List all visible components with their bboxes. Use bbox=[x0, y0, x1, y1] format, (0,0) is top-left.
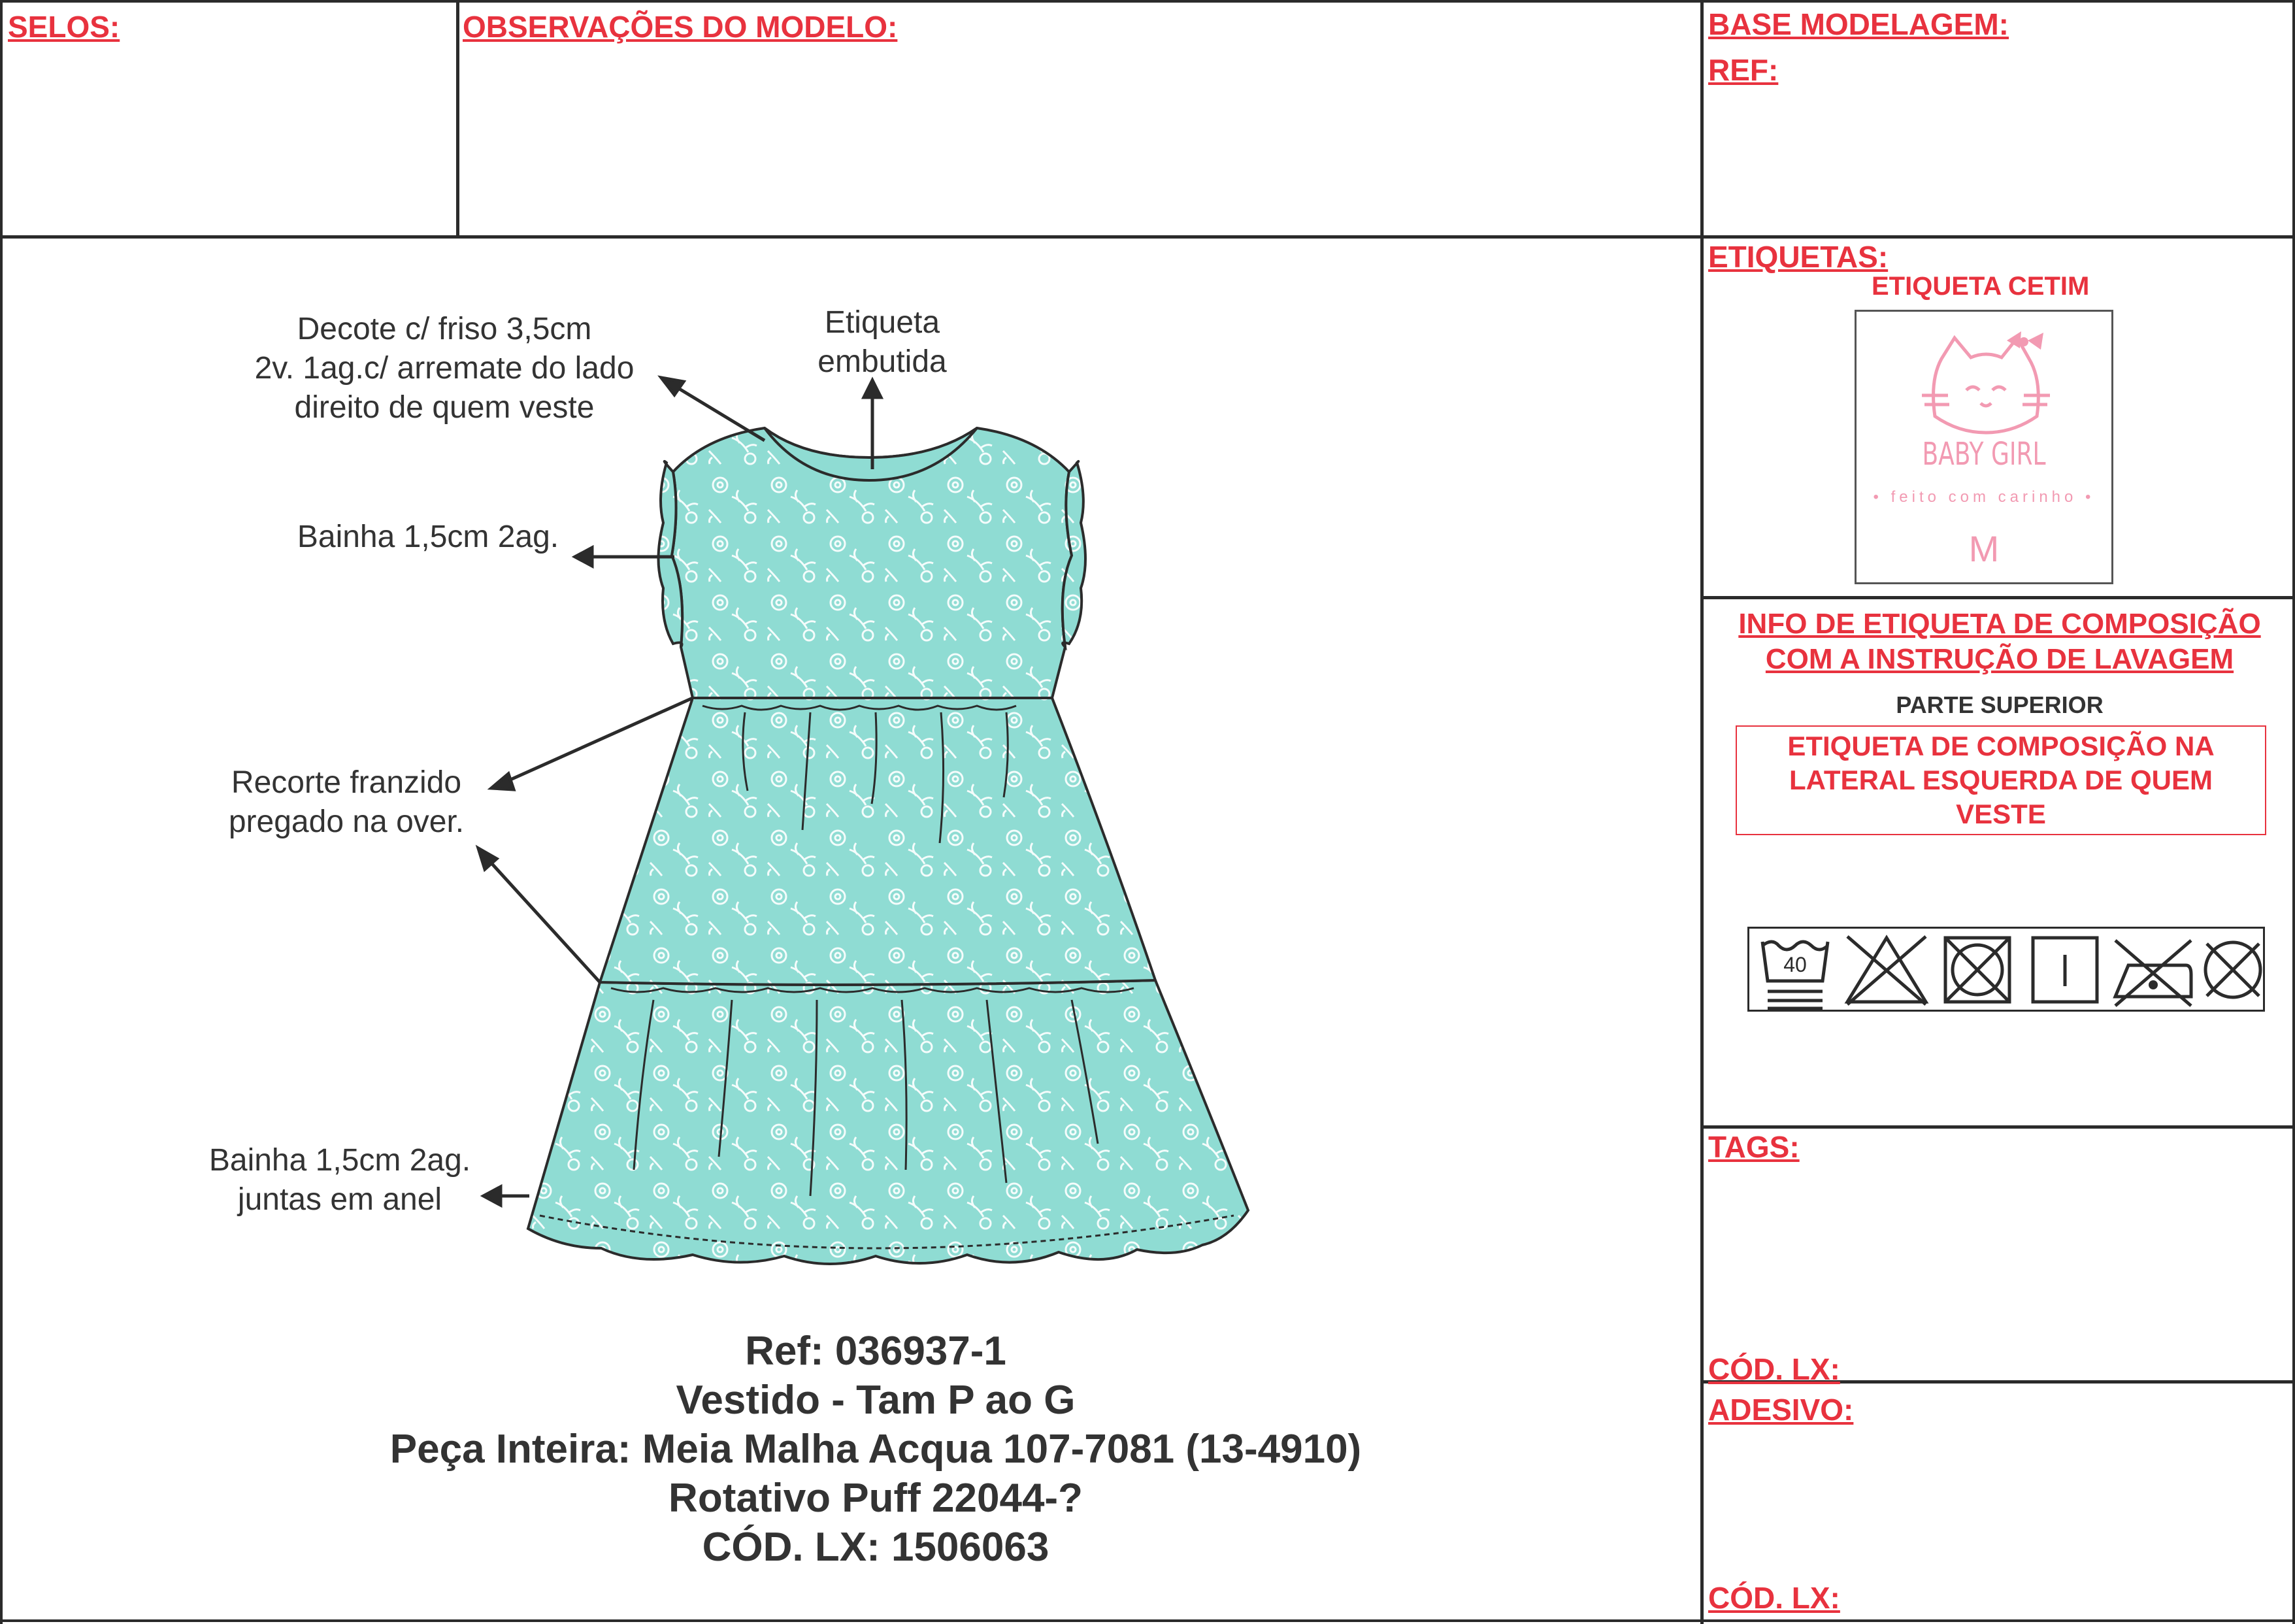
composicao-box-line1: ETIQUETA DE COMPOSIÇÃO NA bbox=[1787, 731, 2215, 761]
composicao-title-line1: INFO DE ETIQUETA DE COMPOSIÇÃO bbox=[1738, 608, 2261, 640]
etiqueta-line2: embutida bbox=[817, 344, 947, 379]
etiquetas-divider bbox=[1702, 596, 2295, 599]
composicao-box bbox=[1736, 725, 2266, 835]
label-size-text: M bbox=[1968, 528, 2000, 569]
product-cod: CÓD. LX: 1506063 bbox=[702, 1525, 1049, 1570]
dress-skirt-lower-tier bbox=[528, 980, 1248, 1264]
recorte-line1: Recorte franzido bbox=[231, 765, 462, 800]
iron-low-icon bbox=[2115, 940, 2191, 1006]
bainha-manga-annotation: Bainha 1,5cm 2ag. bbox=[297, 520, 559, 554]
care-symbols-strip bbox=[1747, 927, 2265, 1012]
product-print: Rotativo Puff 22044-? bbox=[669, 1476, 1083, 1521]
wash-temp-text: 40 bbox=[1783, 953, 1807, 976]
border-bottom bbox=[0, 1619, 2295, 1622]
composicao-title-line2: COM A INSTRUÇÃO DE LAVAGEM bbox=[1765, 643, 2234, 675]
observacoes-heading: OBSERVAÇÕES DO MODELO: bbox=[463, 10, 898, 44]
decote-line3: direito de quem veste bbox=[294, 390, 595, 425]
etiqueta-annotation bbox=[784, 303, 980, 382]
etiqueta-cetim-label: ETIQUETA CETIM bbox=[1872, 272, 2090, 301]
satin-label-card bbox=[1855, 310, 2113, 584]
recorte-line2: pregado na over. bbox=[228, 804, 465, 839]
composicao-box-line2: LATERAL ESQUERDA DE QUEM bbox=[1789, 765, 2213, 795]
no-bleach-icon bbox=[1847, 936, 1926, 1004]
base-modelagem-heading: BASE MODELAGEM: bbox=[1708, 7, 2009, 41]
product-name: Vestido - Tam P ao G bbox=[676, 1378, 1076, 1423]
label-brand-text: BABY GIRL bbox=[1922, 436, 2046, 472]
kitten-logo-icon bbox=[1857, 318, 2115, 449]
decote-line1: Decote c/ friso 3,5cm bbox=[297, 312, 592, 346]
etiqueta-line1: Etiqueta bbox=[824, 305, 940, 340]
no-dry-clean-icon bbox=[2205, 942, 2260, 997]
tags-heading: TAGS: bbox=[1708, 1130, 1800, 1164]
decote-line2: 2v. 1ag.c/ arremate do lado bbox=[254, 351, 635, 386]
parte-superior-label: PARTE SUPERIOR bbox=[1896, 691, 2104, 718]
etiquetas-heading: ETIQUETAS: bbox=[1708, 240, 1889, 274]
product-ref: Ref: 036937-1 bbox=[745, 1329, 1006, 1374]
adesivo-cod-lx: CÓD. LX: bbox=[1708, 1581, 1840, 1615]
product-fabric: Peça Inteira: Meia Malha Acqua 107-7081 (13-4910) bbox=[389, 1427, 1362, 1472]
recorte-annotation bbox=[196, 763, 497, 842]
line-dry-icon bbox=[2033, 938, 2097, 1002]
composicao-divider bbox=[1702, 1125, 2295, 1129]
decote-annotation bbox=[222, 310, 667, 427]
adesivo-heading: ADESIVO: bbox=[1708, 1393, 1854, 1427]
no-tumble-dry-icon bbox=[1945, 938, 2009, 1002]
product-info bbox=[131, 1327, 1621, 1572]
tags-cod-lx: CÓD. LX: bbox=[1708, 1352, 1840, 1386]
composicao-box-line3: VESTE bbox=[1956, 799, 2046, 829]
selos-heading: SELOS: bbox=[8, 10, 120, 44]
bainha-barra-line2: juntas em anel bbox=[237, 1182, 442, 1217]
bainha-barra-line1: Bainha 1,5cm 2ag. bbox=[208, 1143, 471, 1178]
label-tagline-text: • feito com carinho • bbox=[1873, 488, 2095, 506]
bainha-barra-annotation bbox=[183, 1141, 497, 1219]
dress-skirt-upper-tier bbox=[600, 698, 1155, 985]
ref-heading: REF: bbox=[1708, 53, 1779, 87]
